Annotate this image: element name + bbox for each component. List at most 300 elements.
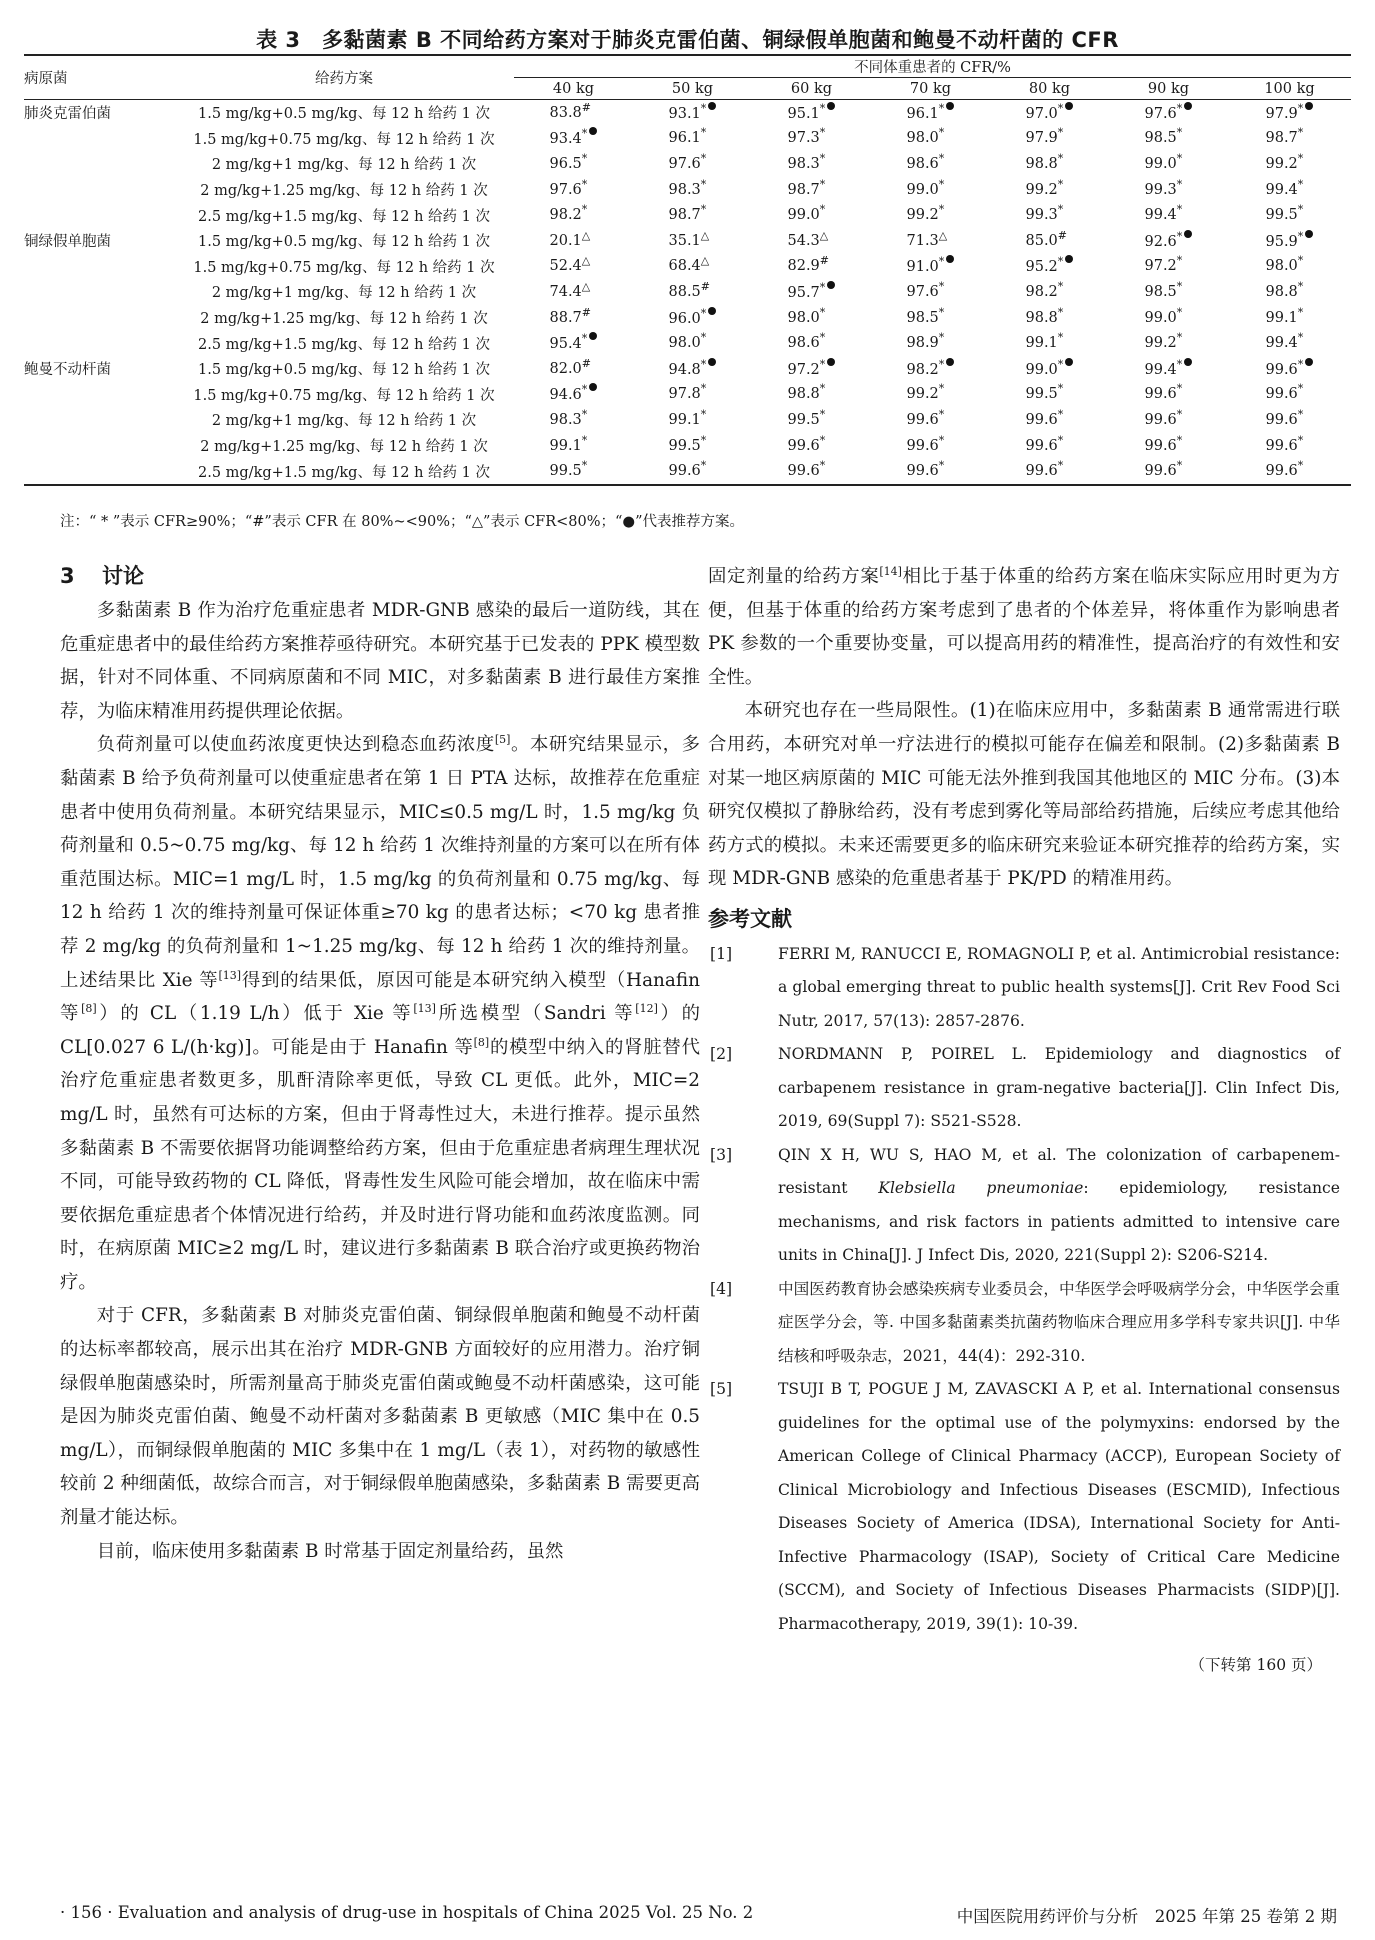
cfr-value: 99.2	[1025, 181, 1058, 198]
cfr-value: 99.1	[668, 411, 701, 428]
citation: [13]	[218, 968, 242, 982]
cfr-value: 94.6	[549, 387, 582, 404]
reference-item	[708, 1373, 1340, 1641]
cfr-marker: *	[1176, 229, 1183, 243]
cfr-marker: *	[938, 408, 945, 422]
table-title: 表 3 多黏菌素 B 不同给药方案对于肺炎克雷伯菌、铜绿假单胞菌和鲍曼不动杆菌的 CFR	[256, 28, 1119, 52]
cfr-value: 97.2	[1144, 258, 1177, 275]
regimen-cell: 1.5 mg/kg+0.5 mg/kg、每 12 h 给药 1 次	[197, 362, 491, 379]
cfr-value: 97.6	[549, 181, 582, 198]
cfr-marker: #	[1057, 228, 1068, 242]
text-run: QIN X H, WU S, HAO M, et al. The colonization of carbapenem-resistant	[778, 1145, 1340, 1198]
cfr-cell	[871, 305, 990, 331]
cfr-value: 98.5	[1144, 130, 1177, 147]
cfr-cell	[1109, 151, 1228, 177]
pathogen-cell	[24, 126, 174, 152]
recommended-dot-icon	[589, 127, 597, 135]
table-row	[24, 305, 1351, 331]
species-name: Klebsiella pneumoniae	[878, 1179, 1084, 1198]
pathogen-cell: 鲍曼不动杆菌	[24, 362, 111, 379]
regimen-cell: 2 mg/kg+1.25 mg/kg、每 12 h 给药 1 次	[200, 439, 488, 456]
cfr-cell	[990, 279, 1109, 305]
cfr-cell	[752, 126, 871, 152]
discussion-paragraph-2	[60, 728, 700, 1299]
reference-number: [5]	[710, 1380, 733, 1399]
cfr-value: 98.2	[906, 361, 939, 378]
cfr-cell	[1228, 228, 1351, 254]
cfr-value: 97.6	[1144, 105, 1177, 122]
cfr-cell	[1228, 330, 1351, 356]
cfr-cell	[1228, 433, 1351, 459]
cfr-cell	[871, 228, 990, 254]
cfr-value: 93.1	[668, 105, 701, 122]
cfr-marker: *	[1297, 101, 1304, 115]
cfr-cell	[752, 151, 871, 177]
header-weight: 50 kg	[633, 78, 752, 100]
recommended-dot-icon	[1184, 358, 1192, 366]
section-title: 讨论	[102, 564, 144, 588]
cfr-cell	[871, 177, 990, 203]
cfr-marker: *	[1057, 126, 1064, 140]
cfr-cell	[752, 407, 871, 433]
cfr-marker: #	[819, 254, 830, 268]
cfr-marker: *	[819, 203, 826, 217]
cfr-value: 99.6	[1265, 463, 1298, 480]
cfr-table-body	[24, 100, 1351, 485]
cfr-cell	[514, 126, 633, 152]
cfr-marker: *	[819, 357, 826, 371]
cfr-cell	[633, 126, 752, 152]
cfr-marker: *	[819, 152, 826, 166]
cfr-cell	[514, 382, 633, 408]
cfr-cell	[752, 254, 871, 280]
cfr-marker: *	[581, 152, 588, 166]
regimen-cell: 2 mg/kg+1.25 mg/kg、每 12 h 给药 1 次	[200, 183, 488, 200]
cfr-value: 97.6	[906, 283, 939, 300]
discussion-paragraph-3: 对于 CFR，多黏菌素 B 对肺炎克雷伯菌、铜绿假单胞菌和鲍曼不动杆菌的达标率都较高，展示出其在治疗 MDR-GNB 方面较好的应用潜力。治疗铜绿假单胞菌感染时，所需剂量高于肺炎克雷伯菌或鲍曼不动杆菌感染，这可能是因为肺炎克雷伯菌、鲍曼不动杆菌对多黏菌素 B 更敏感（MIC 集中在 0.5 mg/L），而铜绿假单胞菌的 MIC 多集中在 1 mg/L（表 1），对药物的敏感性较前 2 种细菌低，故综合而言，对于铜绿假单胞菌感染，多黏菌素 B 需要更高剂量才能达标。	[60, 1305, 700, 1529]
table-row	[24, 382, 1351, 408]
cfr-cell	[1109, 202, 1228, 228]
cfr-value: 98.5	[906, 309, 939, 326]
pathogen-cell	[24, 202, 174, 228]
cfr-value: 98.6	[787, 335, 820, 352]
citation: [14]	[879, 564, 902, 578]
cfr-value: 99.2	[1265, 155, 1298, 172]
reference-item	[708, 1273, 1340, 1374]
recommended-dot-icon	[1065, 102, 1073, 110]
cfr-value: 82.0	[549, 360, 582, 377]
cfr-value: 96.1	[906, 105, 939, 122]
cfr-value: 99.5	[787, 411, 820, 428]
recommended-dot-icon	[1305, 230, 1313, 238]
cfr-marker: *	[700, 306, 707, 320]
citation: [8]	[473, 1035, 490, 1049]
text-run: : epidemiology, resistance mechanisms, and risk factors in patients admitted to intensive care units in China[J]. J Infect Dis, 2020, 221(Suppl 2): S206-S214.	[778, 1179, 1340, 1265]
cfr-value: 98.3	[549, 411, 582, 428]
cfr-marker: #	[700, 280, 711, 294]
cfr-cell	[990, 100, 1109, 126]
cfr-value: 98.2	[1025, 283, 1058, 300]
cfr-marker: *	[1176, 101, 1183, 115]
cfr-cell	[990, 330, 1109, 356]
cfr-cell	[1109, 433, 1228, 459]
references-heading: 参考文献	[708, 906, 792, 931]
cfr-marker: *	[1176, 305, 1183, 319]
cfr-cell	[633, 279, 752, 305]
cfr-cell	[1109, 382, 1228, 408]
cfr-cell	[633, 151, 752, 177]
cfr-cell	[1109, 458, 1228, 485]
cfr-cell	[514, 177, 633, 203]
regimen-cell: 2 mg/kg+1 mg/kg、每 12 h 给药 1 次	[211, 157, 477, 174]
cfr-marker: △	[938, 228, 948, 242]
recommended-dot-icon	[708, 307, 716, 315]
cfr-marker: *	[1297, 254, 1304, 268]
cfr-value: 99.0	[1025, 361, 1058, 378]
pathogen-cell	[24, 433, 174, 459]
cfr-marker: *	[1297, 229, 1304, 243]
cfr-value: 97.2	[787, 361, 820, 378]
cfr-cell	[1228, 177, 1351, 203]
cfr-marker: *	[581, 177, 588, 191]
cfr-cell	[871, 100, 990, 126]
cfr-value: 99.6	[787, 463, 820, 480]
cfr-value: 98.8	[787, 386, 820, 403]
cfr-marker: *	[1057, 280, 1064, 294]
pathogen-cell	[24, 407, 174, 433]
cfr-marker: *	[700, 126, 707, 140]
header-weight: 40 kg	[514, 78, 633, 100]
cfr-marker: *	[938, 357, 945, 371]
table-row	[24, 330, 1351, 356]
cfr-marker: *	[1297, 305, 1304, 319]
cfr-marker: *	[1176, 280, 1183, 294]
cfr-value: 35.1	[668, 232, 701, 249]
references-list	[708, 938, 1340, 1642]
cfr-value: 98.3	[668, 181, 701, 198]
reference-text: 中国医药教育协会感染疾病专业委员会，中华医学会呼吸病学分会，中华医学会重症医学分会，等. 中国多黏菌素类抗菌药物临床合理应用多学科专家共识[J]. 中华结核和呼吸杂志，2021，44(4)：292-310.	[778, 1279, 1340, 1365]
cfr-cell	[871, 458, 990, 485]
cfr-cell	[1228, 279, 1351, 305]
cfr-value: 97.0	[1025, 105, 1058, 122]
cfr-marker: *	[1297, 280, 1304, 294]
cfr-value: 99.0	[1144, 309, 1177, 326]
recommended-dot-icon	[946, 358, 954, 366]
cfr-marker: *	[700, 177, 707, 191]
cfr-value: 99.6	[1144, 437, 1177, 454]
cfr-marker: *	[700, 101, 707, 115]
cfr-value: 99.5	[668, 437, 701, 454]
cfr-marker: *	[1176, 382, 1183, 396]
text-run: 负荷剂量可以使血药浓度更快达到稳态血药浓度	[96, 734, 495, 756]
cfr-cell	[871, 382, 990, 408]
cfr-value: 99.1	[549, 437, 582, 454]
recommended-dot-icon	[708, 102, 716, 110]
cfr-value: 98.5	[1144, 283, 1177, 300]
regimen-cell: 1.5 mg/kg+0.75 mg/kg、每 12 h 给药 1 次	[193, 259, 495, 276]
cfr-value: 95.1	[787, 105, 820, 122]
cfr-marker: *	[938, 331, 945, 345]
cfr-marker: *	[819, 433, 826, 447]
citation: [13]	[413, 1002, 436, 1015]
cfr-marker: *	[1176, 433, 1183, 447]
cfr-cell	[633, 330, 752, 356]
cfr-cell	[990, 126, 1109, 152]
cfr-cell	[514, 254, 633, 280]
cfr-value: 98.0	[668, 335, 701, 352]
cfr-value: 99.3	[1144, 181, 1177, 198]
header-weight: 90 kg	[1109, 78, 1228, 100]
cfr-value: 99.5	[1265, 207, 1298, 224]
cfr-cell	[633, 100, 752, 126]
cfr-marker: *	[1057, 255, 1064, 269]
recommended-dot-icon	[827, 102, 835, 110]
cfr-marker: *	[700, 357, 707, 371]
cfr-marker: *	[1297, 433, 1304, 447]
cfr-cell	[514, 151, 633, 177]
regimen-cell: 2 mg/kg+1 mg/kg、每 12 h 给药 1 次	[211, 285, 477, 302]
cfr-cell	[990, 228, 1109, 254]
cfr-marker: *	[938, 126, 945, 140]
table-row	[24, 151, 1351, 177]
header-cfr-group: 不同体重患者的 CFR/%	[514, 55, 1351, 78]
cfr-value: 99.6	[1025, 437, 1058, 454]
cfr-value: 99.3	[1025, 207, 1058, 224]
cfr-cell	[752, 458, 871, 485]
cfr-cell	[871, 356, 990, 382]
cfr-marker: *	[819, 382, 826, 396]
cfr-marker: *	[1057, 101, 1064, 115]
cfr-marker: *	[1176, 254, 1183, 268]
cfr-marker: △	[581, 280, 591, 294]
pathogen-cell: 铜绿假单胞菌	[24, 234, 111, 251]
cfr-marker: *	[1057, 152, 1064, 166]
cfr-cell	[633, 458, 752, 485]
cfr-cell	[1109, 177, 1228, 203]
cfr-cell	[1109, 126, 1228, 152]
cfr-cell	[871, 126, 990, 152]
cfr-value: 98.7	[668, 207, 701, 224]
cfr-value: 99.0	[906, 181, 939, 198]
cfr-cell	[871, 279, 990, 305]
text-run: 固定剂量的给药方案	[708, 566, 880, 587]
cfr-value: 98.9	[906, 335, 939, 352]
cfr-value: 74.4	[549, 283, 582, 300]
cfr-value: 94.8	[668, 361, 701, 378]
cfr-value: 97.9	[1265, 105, 1298, 122]
cfr-marker: *	[1297, 408, 1304, 422]
cfr-cell	[871, 330, 990, 356]
regimen-cell: 2 mg/kg+1.25 mg/kg、每 12 h 给药 1 次	[200, 311, 488, 328]
reference-item	[708, 1038, 1340, 1139]
cfr-cell	[752, 202, 871, 228]
cfr-cell	[633, 433, 752, 459]
table-row	[24, 100, 1351, 126]
reference-number: [1]	[710, 944, 733, 963]
cfr-value: 99.1	[1025, 335, 1058, 352]
discussion-paragraph-5	[708, 560, 1340, 694]
cfr-marker: *	[1297, 177, 1304, 191]
cfr-value: 98.6	[906, 155, 939, 172]
cfr-value: 99.6	[1265, 386, 1298, 403]
reference-item	[708, 938, 1340, 1039]
recommended-dot-icon	[1065, 255, 1073, 263]
discussion-paragraph-6: 本研究也存在一些局限性。(1)在临床应用中，多黏菌素 B 通常需进行联合用药，本研究对单一疗法进行的模拟可能存在偏差和限制。(2)多黏菌素 B 对某一地区病原菌的 MIC 可能无法外推到我国其他地区的 MIC 分布。(3)本研究仅模拟了静脉给药，没有考虑到雾化等局部给药措施，后续应考虑其他给药方式的模拟。未来还需要更多的临床研究来验证本研究推荐的给药方案，实现 MDR-GNB 感染的危重患者基于 PK/PD 的精准用药。	[708, 700, 1340, 890]
cfr-value: 98.0	[787, 309, 820, 326]
cfr-cell	[514, 279, 633, 305]
cfr-marker: *	[1057, 408, 1064, 422]
cfr-marker: *	[700, 408, 707, 422]
cfr-marker: △	[700, 228, 710, 242]
table-row	[24, 228, 1351, 254]
cfr-value: 99.0	[787, 207, 820, 224]
cfr-marker: *	[700, 459, 707, 473]
cfr-table-container	[24, 54, 1351, 486]
cfr-cell	[514, 433, 633, 459]
section-heading	[60, 560, 700, 592]
cfr-value: 99.2	[1144, 335, 1177, 352]
cfr-cell	[1228, 151, 1351, 177]
header-regimen: 给药方案	[174, 55, 514, 100]
cfr-marker: *	[581, 383, 588, 397]
cfr-cell	[514, 305, 633, 331]
cfr-value: 99.2	[906, 386, 939, 403]
cfr-cell	[990, 458, 1109, 485]
header-pathogen: 病原菌	[24, 55, 174, 100]
cfr-cell	[514, 407, 633, 433]
cfr-cell	[633, 382, 752, 408]
cfr-marker: *	[700, 203, 707, 217]
cfr-marker: *	[1176, 126, 1183, 140]
cfr-marker: #	[581, 305, 592, 319]
recommended-dot-icon	[1184, 230, 1192, 238]
reference-text: FERRI M, RANUCCI E, ROMAGNOLI P, et al. Antimicrobial resistance: a global emerging threat to public health systems[J]. Crit Rev Food Sci Nutr, 2017, 57(13): 2857-2876.	[778, 944, 1340, 1030]
right-column	[708, 560, 1340, 1683]
cfr-value: 97.3	[787, 130, 820, 147]
cfr-value: 99.6	[1025, 411, 1058, 428]
cfr-marker: *	[700, 382, 707, 396]
reference-item	[708, 1139, 1340, 1273]
cfr-marker: *	[1176, 203, 1183, 217]
text-run: ）的 CL（1.19 L/h）低于 Xie 等	[96, 1003, 414, 1025]
cfr-cell	[871, 433, 990, 459]
cfr-value: 96.5	[549, 155, 582, 172]
cfr-value: 91.0	[906, 259, 939, 276]
cfr-cell	[871, 407, 990, 433]
cfr-cell	[1109, 356, 1228, 382]
cfr-cell	[990, 151, 1109, 177]
cfr-value: 95.7	[787, 284, 820, 301]
cfr-cell	[633, 305, 752, 331]
cfr-value: 71.3	[906, 232, 939, 249]
cfr-marker: *	[1057, 203, 1064, 217]
cfr-marker: *	[581, 332, 588, 346]
cfr-cell	[990, 177, 1109, 203]
recommended-dot-icon	[1184, 102, 1192, 110]
cfr-marker: *	[581, 408, 588, 422]
cfr-marker: *	[819, 101, 826, 115]
citation: [5]	[494, 733, 511, 747]
cfr-value: 99.6	[668, 463, 701, 480]
cfr-marker: *	[819, 177, 826, 191]
cfr-marker: *	[819, 305, 826, 319]
cfr-cell	[514, 202, 633, 228]
cfr-cell	[1228, 407, 1351, 433]
discussion-paragraph-4: 目前，临床使用多黏菌素 B 时常基于固定剂量给药，虽然	[96, 1540, 564, 1562]
cfr-cell	[1109, 330, 1228, 356]
cfr-cell	[633, 177, 752, 203]
cfr-value: 99.6	[1025, 463, 1058, 480]
cfr-marker: *	[1297, 152, 1304, 166]
table-row	[24, 433, 1351, 459]
cfr-value: 98.0	[906, 130, 939, 147]
cfr-cell	[990, 254, 1109, 280]
reference-number: [3]	[710, 1145, 733, 1164]
cfr-value: 96.0	[668, 310, 701, 327]
text-run: 相比于基于体重的给药方案在临床实际应用时更为方便，但基于体重的给药方案考虑到了患者的个体差异，将体重作为影响患者 PK 参数的一个重要协变量，可以提高用药的精准性，提高治疗的有效性和安全性。	[708, 566, 1340, 688]
section-number: 3	[60, 564, 75, 588]
cfr-marker: *	[1297, 459, 1304, 473]
cfr-cell	[1109, 100, 1228, 126]
cfr-marker: *	[700, 152, 707, 166]
cfr-value: 98.7	[787, 181, 820, 198]
pathogen-cell	[24, 151, 174, 177]
table-row	[24, 407, 1351, 433]
cfr-marker: △	[819, 228, 829, 242]
cfr-marker: *	[700, 433, 707, 447]
cfr-value: 99.6	[1265, 361, 1298, 378]
cfr-value: 82.9	[787, 258, 820, 275]
cfr-value: 95.9	[1265, 233, 1298, 250]
cfr-marker: *	[581, 459, 588, 473]
table-row	[24, 202, 1351, 228]
cfr-value: 99.5	[1025, 386, 1058, 403]
footer-right: 中国医院用药评价与分析 2025 年第 25 卷第 2 期	[956, 1907, 1337, 1926]
cfr-marker: *	[1057, 382, 1064, 396]
cfr-marker: *	[1057, 433, 1064, 447]
cfr-cell	[1109, 305, 1228, 331]
reference-text	[778, 1139, 1340, 1273]
cfr-cell	[871, 151, 990, 177]
cfr-cell	[1109, 407, 1228, 433]
cfr-value: 98.8	[1265, 283, 1298, 300]
cfr-value: 97.8	[668, 386, 701, 403]
text-run: ）的 CL[0.027 6 L/(h·kg)]。可能是由于 Hanafin 等	[60, 1003, 700, 1058]
cfr-value: 99.5	[549, 463, 582, 480]
cfr-value: 98.3	[787, 155, 820, 172]
pathogen-cell	[24, 382, 174, 408]
cfr-marker: *	[938, 382, 945, 396]
cfr-value: 68.4	[668, 258, 701, 275]
cfr-cell	[990, 433, 1109, 459]
recommended-dot-icon	[1065, 358, 1073, 366]
cfr-marker: *	[1057, 177, 1064, 191]
cfr-value: 98.0	[1265, 258, 1298, 275]
text-run: 。本研究结果显示，多黏菌素 B 给予负荷剂量可以使重症患者在第 1 日 PTA 达标，故推荐在危重症患者中使用负荷剂量。本研究结果显示，MIC≤0.5 mg/L 时，1.5 mg/kg 负荷剂量和 0.5~0.75 mg/kg、每 12 h 给药 1 次维持剂量的方案可以在所有体重范围达标。MIC=1 mg/L 时，1.5 mg/kg 的负荷剂量和 0.75 mg/kg、每 12 h 给药 1 次的维持剂量可保证体重≥70 kg 的患者达标；<70 kg 患者推荐 2 mg/kg 的负荷剂量和 1~1.25 mg/kg、每 12 h 给药 1 次的维持剂量。上述结果比 Xie 等	[60, 734, 700, 991]
reference-number: [2]	[710, 1045, 733, 1064]
cfr-marker: *	[938, 152, 945, 166]
cfr-marker: *	[1297, 382, 1304, 396]
header-weight: 100 kg	[1228, 78, 1351, 100]
recommended-dot-icon	[708, 358, 716, 366]
cfr-cell	[752, 100, 871, 126]
cfr-value: 97.6	[668, 155, 701, 172]
cfr-value: 95.4	[549, 336, 582, 353]
cfr-marker: *	[1176, 459, 1183, 473]
cfr-cell	[871, 254, 990, 280]
cfr-marker: *	[1057, 357, 1064, 371]
cfr-cell	[1228, 100, 1351, 126]
